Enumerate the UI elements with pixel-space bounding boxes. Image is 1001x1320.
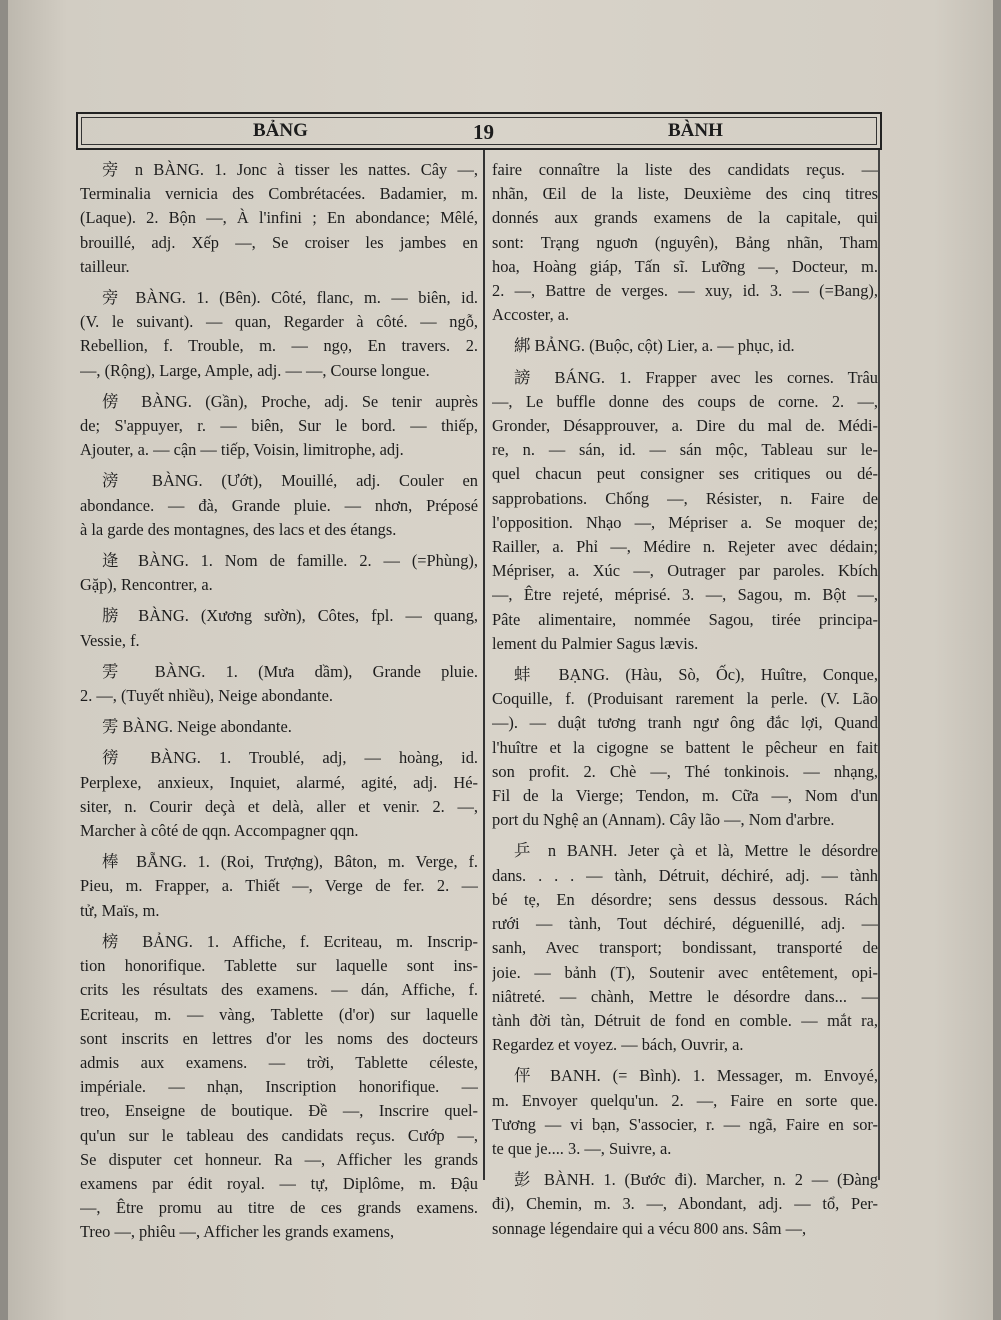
entry-line: tử, Maïs, m.	[80, 900, 160, 920]
entry-line: port du Nghệ an (Annam). Cây lão —, Nom d'arbre.	[492, 810, 835, 830]
entry-line: niâtreté. — chành, Mettre le désordre dans... —	[492, 986, 878, 1006]
entry-line: l'huître et la cigogne se battent le pêcheur en fait	[492, 737, 878, 757]
page-number: 19	[473, 120, 494, 144]
entry-line: 旁 n BÀNG. 1. Jonc à tisser les nattes. Cây —,	[102, 160, 478, 179]
dictionary-entry	[80, 930, 478, 1245]
entry-line: —, Être promu au titre de ces grands examens.	[80, 1198, 478, 1218]
entry-line: Accoster, a.	[492, 305, 570, 325]
entry-line: sonnage légendaire qui a vécu 800 ans. Sâm —,	[492, 1218, 807, 1238]
entry-line: re, n. — sán, id. — sán mộc, Tableau sur le-	[492, 440, 878, 460]
dictionary-entry	[80, 549, 478, 597]
entry-line: đi), Chemin, m. 3. —, Abondant, adj. — tổ, Per-	[492, 1194, 878, 1214]
entry-line: 彭 BÀNH. 1. (Bước đi). Marcher, n. 2 — (Đàng	[514, 1170, 878, 1190]
entry-line: bé tẹ, En désordre; sens dessus dessous. Rách	[492, 889, 878, 909]
entry-line: —, Le buffle donne des coups de corne. 2. —,	[492, 391, 878, 411]
dictionary-entry	[492, 663, 878, 832]
dictionary-entry	[80, 469, 478, 542]
entry-line: Ecriteau, m. — vàng, Tablette (d'or) sur laquelle	[80, 1004, 478, 1024]
entry-line: faire connaître la liste des candidats reçus. —	[492, 160, 878, 179]
entry-line: l'opposition. Nhạo —, Mépriser a. Se moquer de;	[492, 512, 878, 532]
entry-line: m. Envoyer quelqu'un. 2. —, Faire en sorte que.	[492, 1090, 878, 1110]
entry-line: abondance. — đà, Grande pluie. — nhơn, Préposé	[80, 495, 478, 515]
entry-line: —, Être rejeté, méprisé. 3. —, Sagou, m. Bột —,	[492, 585, 878, 605]
entry-line: sont inscrits en lettres d'or les noms des docteurs	[80, 1028, 478, 1048]
entry-line: qu'un sur le tableau des candidats reçus. Cướp —,	[80, 1125, 478, 1145]
entry-line: donnés aux grands examens de la capitale, qui	[492, 208, 878, 228]
dictionary-entry	[492, 839, 878, 1057]
dictionary-entry	[492, 1064, 878, 1161]
entry-line: Vessie, f.	[80, 630, 140, 650]
entry-line: joie. — bảnh (T), Soutenir avec entêtement, opi-	[492, 962, 878, 982]
entry-line: Gặp), Rencontrer, a.	[80, 575, 213, 595]
entry-line: examens par édit royal. — tự, Diplôme, m. Đậu	[80, 1173, 478, 1193]
header-right-word: BÀNH	[668, 120, 723, 141]
dictionary-entry	[80, 850, 478, 923]
dictionary-entry	[80, 286, 478, 383]
entry-line: tành đời tàn, Détruit de fond en comble. — mắt ra,	[492, 1010, 878, 1030]
entry-line: dans. . . . — tành, Détruit, déchiré, adj. — tành	[492, 865, 878, 885]
entry-line: 滂 BÀNG. (Ướt), Mouillé, adj. Couler en	[102, 471, 478, 491]
entry-line: —, (Rộng), Large, Ample, adj. — —, Course longue.	[80, 360, 430, 380]
entry-line: nhãn, Œil de la liste, Deuxième des cinq titres	[492, 184, 878, 204]
entry-line: impériale. — nhạn, Inscription honorifique. —	[80, 1077, 478, 1097]
entry-line: 綁 BẢNG. (Buộc, cột) Lier, a. — phục, id.	[514, 336, 795, 356]
entry-line: Treo —, phiêu —, Afficher les grands examens,	[80, 1222, 395, 1242]
left-column	[80, 158, 478, 1252]
entry-line: Fil de la Vierge; Tendon, m. Cữa —, Nom d'un	[492, 786, 878, 806]
dictionary-entry	[80, 746, 478, 843]
entry-line: tailleur.	[80, 256, 130, 276]
dictionary-entry	[80, 604, 478, 652]
entry-line: lement du Palmier Sagus lævis.	[492, 633, 699, 653]
entry-line: 旁 BÀNG. 1. (Bên). Côté, flanc, m. — biên, id.	[102, 288, 478, 308]
entry-line: de; S'appuyer, r. — biên, Sur le bord. — thiếp,	[80, 416, 478, 436]
entry-line: Coquille, f. (Produisant rarement la perle. (V. Lão	[492, 689, 878, 709]
entry-line: Terminalia vernicia des Combrétacées. Badamier, m.	[80, 184, 478, 204]
entry-line: treo, Enseigne de boutique. Đề —, Inscrire quel-	[80, 1101, 478, 1121]
entry-line: —). — duật tương tranh ngư ông đắc lợi, Quand	[492, 713, 878, 733]
entry-line: Gronder, Désapprouver, a. Dire du mal de. Médi-	[492, 416, 878, 436]
entry-line: 蚌 BẠNG. (Hàu, Sò, Ốc), Huître, Conque,	[514, 665, 878, 685]
entry-line: à la garde des montagnes, des lacs et des étangs.	[80, 519, 397, 539]
entry-line: hoa, Hoàng giáp, Tấn sĩ. Lưỡng —, Docteur, m.	[492, 256, 878, 276]
entry-line: 雱 BÀNG. 1. (Mưa dầm), Grande pluie.	[102, 661, 478, 681]
entry-line: son profit. 2. Chè —, Thé tonkinois. — nhạng,	[492, 761, 878, 781]
entry-line: Tương — vi bạn, S'associer, r. — ngã, Faire en sor-	[492, 1114, 878, 1134]
header-left-word: BẢNG	[253, 120, 308, 141]
entry-line: crits les résultats des examens. — dán, Affiche, f.	[80, 980, 478, 1000]
entry-line: Regardez et voyez. — bách, Ouvrir, a.	[492, 1035, 744, 1055]
entry-line: 乒 n BANH. Jeter çà et là, Mettre le désordre	[514, 841, 878, 861]
entry-line: 謗 BÁNG. 1. Frapper avec les cornes. Trâu	[514, 367, 878, 387]
right-border	[878, 150, 880, 1180]
entry-line: brouillé, adj. Xếp —, Se croiser les jambes en	[80, 232, 478, 252]
entry-line: Pâte alimentaire, nommée Sagou, tirée principa-	[492, 609, 878, 629]
dictionary-entry	[492, 334, 878, 358]
entry-line: 2. —, Battre de verges. — xuy, id. 3. — (=Bang),	[492, 281, 878, 301]
right-column	[492, 158, 878, 1248]
entry-line: Pieu, m. Frapper, a. Thiết —, Verge de fer. 2. —	[80, 876, 478, 896]
entry-line: 雱 BÀNG. Neige abondante.	[102, 717, 292, 737]
entry-line: rưới — tành, Tout déchiré, déguenillé, adj. —	[492, 914, 878, 934]
entry-line: Ajouter, a. — cận — tiếp, Voisin, limitrophe, adj.	[80, 440, 404, 460]
entry-line: 膀 BÀNG. (Xương sườn), Côtes, fpl. — quang,	[102, 606, 478, 626]
running-header	[76, 112, 882, 150]
entry-line: te que je.... 3. —, Suivre, a.	[492, 1138, 672, 1158]
entry-line: Se disputer cet honneur. Ra —, Afficher les grands	[80, 1149, 478, 1169]
entry-line: 伻 BANH. (= Bình). 1. Messager, m. Envoyé,	[514, 1066, 878, 1086]
entry-line: 徬 BÀNG. 1. Troublé, adj, — hoàng, id.	[102, 748, 478, 768]
entry-line: sont: Trạng nguơn (nguyên), Bảng nhãn, Tham	[492, 232, 878, 252]
dictionary-entry	[492, 366, 878, 656]
entry-line: Rebellion, f. Trouble, m. — ngọ, En travers. 2.	[80, 336, 478, 356]
dictionary-entry	[80, 390, 478, 463]
entry-line: siter, n. Courir deçà et delà, aller et venir. 2. —,	[80, 796, 478, 816]
dictionary-entry	[80, 660, 478, 708]
entry-line: quel chacun peut consigner ses critiques ou dé-	[492, 464, 878, 484]
entry-line: 傍 BÀNG. (Gần), Proche, adj. Se tenir auprès	[102, 391, 478, 411]
entry-line: 2. —, (Tuyết nhiều), Neige abondante.	[80, 686, 333, 706]
dictionary-entry	[80, 158, 478, 279]
dictionary-entry	[80, 715, 478, 739]
column-divider	[483, 150, 485, 1180]
entry-line: (V. le suivant). — quan, Regarder à côté. — ngỗ,	[80, 312, 478, 332]
entry-line: Railler, a. Phỉ —, Médire n. Rejeter avec dédain;	[492, 537, 878, 557]
entry-line: sapprobations. Chống —, Résister, n. Faire de	[492, 488, 878, 508]
entry-line: 逄 BÀNG. 1. Nom de famille. 2. — (=Phùng),	[102, 551, 478, 571]
dictionary-page	[8, 0, 993, 1320]
entry-line: sanh, Avec transport; bondissant, transporté de	[492, 938, 878, 958]
entry-line: tion honorifique. Tablette sur laquelle sont ins-	[80, 956, 478, 976]
dictionary-entry	[492, 158, 878, 327]
entry-line: Mépriser, a. Xúc —, Outrager par paroles. Kbích	[492, 561, 878, 581]
dictionary-entry	[492, 1168, 878, 1241]
entry-line: Marcher à côté de qqn. Accompagner qqn.	[80, 821, 359, 841]
entry-line: (Laque). 2. Bộn —, À l'infini ; En abondance; Mêlé,	[80, 208, 478, 228]
entry-line: admis aux examens. — trời, Tablette céleste,	[80, 1052, 478, 1072]
entry-line: 榜 BẢNG. 1. Affiche, f. Ecriteau, m. Inscrip-	[102, 931, 478, 951]
entry-line: Perplexe, anxieux, Inquiet, alarmé, agité, adj. Hé-	[80, 772, 478, 792]
entry-line: 棒 BẴNG. 1. (Roi, Trượng), Bâton, m. Verge, f.	[102, 852, 478, 872]
